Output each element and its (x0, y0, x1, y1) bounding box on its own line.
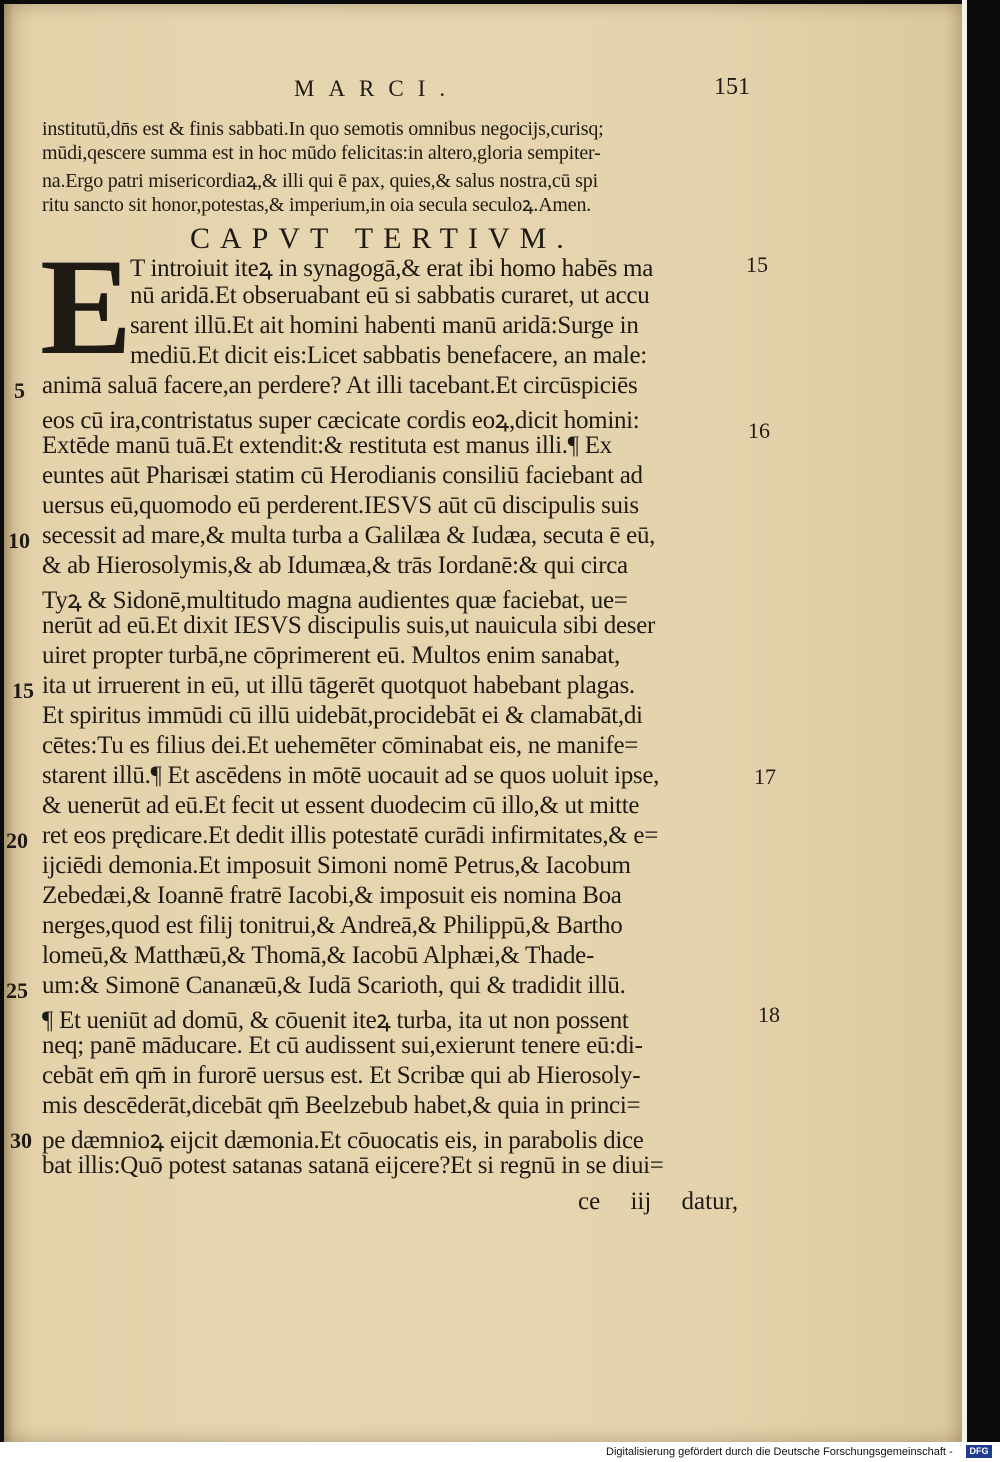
text-line: pe dæmnioꝝ eijcit dæmonia.Et cōuocatis eis, in parabolis dice (42, 1127, 644, 1154)
text-line: Extēde manū tuā.Et extendit:& restituta est manus illi.¶ Ex (42, 432, 612, 459)
text-line: sarent illū.Et ait homini habenti manū aridā:Surge in (130, 312, 639, 339)
text-line: ritu sancto sit honor,potestas,& imperium,in oia secula seculoꝝ.Amen. (42, 194, 592, 216)
text-line: animā saluā facere,an perdere? At illi tacebant.Et circūspiciēs (42, 372, 638, 399)
text-line: nū aridā.Et obseruabant eū si sabbatis curaret, ut accu (130, 282, 650, 309)
line-number: 25 (6, 978, 28, 1003)
text-line: ret eos prędicare.Et dedit illis potestatē curādi infirmitates,& e= (42, 822, 658, 849)
text-line: secessit ad mare,& multa turba a Galilæa & Iudæa, secuta ē eū, (42, 522, 656, 549)
line-number: 20 (6, 828, 28, 853)
text-line: & ab Hierosolymis,& ab Idumæa,& trās Iordanē:& qui circa (42, 552, 628, 579)
text-line: & uenerūt ad eū.Et fecit ut essent duodecim cū illo,& ut mitte (42, 792, 640, 819)
text-line: ita ut irruerent in eū, ut illū tāgerēt quotquot habebant plagas. (42, 672, 635, 699)
text-line: Zebedæi,& Ioannē fratrē Iacobi,& imposuit eis nomina Boa (42, 882, 622, 909)
signature-mark: ce iij datur, (578, 1188, 739, 1215)
verse-number: 18 (758, 1002, 780, 1027)
text-line: mediū.Et dicit eis:Licet sabbatis benefacere, an male: (130, 342, 647, 369)
text-line: cētes:Tu es filius dei.Et uehemēter cōminabat eis, ne manife= (42, 732, 639, 759)
page-edge (962, 0, 967, 1442)
text-line: Tyꝝ & Sidonē,multitudo magna audientes quæ faciebat, ue= (42, 587, 628, 614)
verse-number: 17 (754, 764, 776, 789)
chapter-title: CAPVT TERTIVM. (190, 222, 574, 255)
line-number: 15 (12, 678, 34, 703)
text-line: mis descēderāt,dicebāt qm̄ Beelzebub habet,& quia in princi= (42, 1092, 641, 1119)
text-line: Et spiritus immūdi cū illū uidebāt,procidebāt ei & clamabāt,di (42, 702, 643, 729)
text-line: ijciēdi demonia.Et imposuit Simoni nomē Petrus,& Iacobum (42, 852, 631, 879)
text-line: ¶ Et ueniūt ad domū, & cōuenit iteꝝ turba, ita ut non possent (42, 1007, 629, 1034)
text-line: euntes aūt Pharisæi statim cū Herodianis consiliū faciebant ad (42, 462, 643, 489)
text-line: neq; panē māducare. Et cū audissent sui,exierunt tenere eū:di- (42, 1032, 643, 1059)
verse-number: 16 (748, 418, 770, 443)
book-page (4, 4, 964, 1442)
text-line: na.Ergo patri misericordiaꝝ,& illi qui ē pax, quies,& salus nostra,cū spi (42, 170, 598, 192)
text-line: nerges,quod est filij tonitrui,& Andreā,& Philippū,& Bartho (42, 912, 623, 939)
line-number: 5 (14, 378, 25, 403)
text-line: lomeū,& Matthæū,& Thomā,& Iacobū Alphæi,& Thade- (42, 942, 594, 969)
text-line: institutū,dn̄s est & finis sabbati.In quo semotis omnibus negocijs,curisq; (42, 118, 604, 140)
line-number: 30 (10, 1128, 32, 1153)
text-line: bat illis:Quō potest satanas satanā eijcere?Et si regnū in se diui= (42, 1152, 664, 1179)
verse-number: 15 (746, 252, 768, 277)
text-line: T introiuit iteꝝ in synagogā,& erat ibi homo habēs ma (130, 255, 653, 282)
text-line: um:& Simonē Cananæū,& Iudā Scarioth, qui & tradidit illū. (42, 972, 626, 999)
text-line: cebāt em̄ qm̄ in furorē uersus est. Et Scribæ qui ab Hierosoly- (42, 1062, 641, 1089)
text-line: eos cū ira,contristatus super cæcicate cordis eoꝝ,dicit homini: (42, 407, 640, 434)
line-number: 10 (8, 528, 30, 553)
text-line: mūdi,qescere summa est in hoc mūdo felicitas:in altero,gloria sempiter- (42, 142, 601, 164)
dfg-logo: DFG (966, 1445, 992, 1458)
page-number: 151 (714, 74, 750, 100)
footer-credit: Digitalisierung gefördert durch die Deutsche Forschungsgemeinschaft - (606, 1446, 953, 1458)
text-line: nerūt ad eū.Et dixit IESVS discipulis suis,ut nauicula sibi deser (42, 612, 656, 639)
text-line: uersus eū,quomodo eū perderent.IESVS aūt cū discipulis suis (42, 492, 639, 519)
text-line: starent illū.¶ Et ascēdens in mōtē uocauit ad se quos uoluit ipse, (42, 762, 660, 789)
running-head: MARCI. (294, 76, 460, 101)
text-line: uiret propter turbā,ne cōprimerent eū. Multos enim sanabat, (42, 642, 620, 669)
drop-initial: E (40, 230, 133, 383)
